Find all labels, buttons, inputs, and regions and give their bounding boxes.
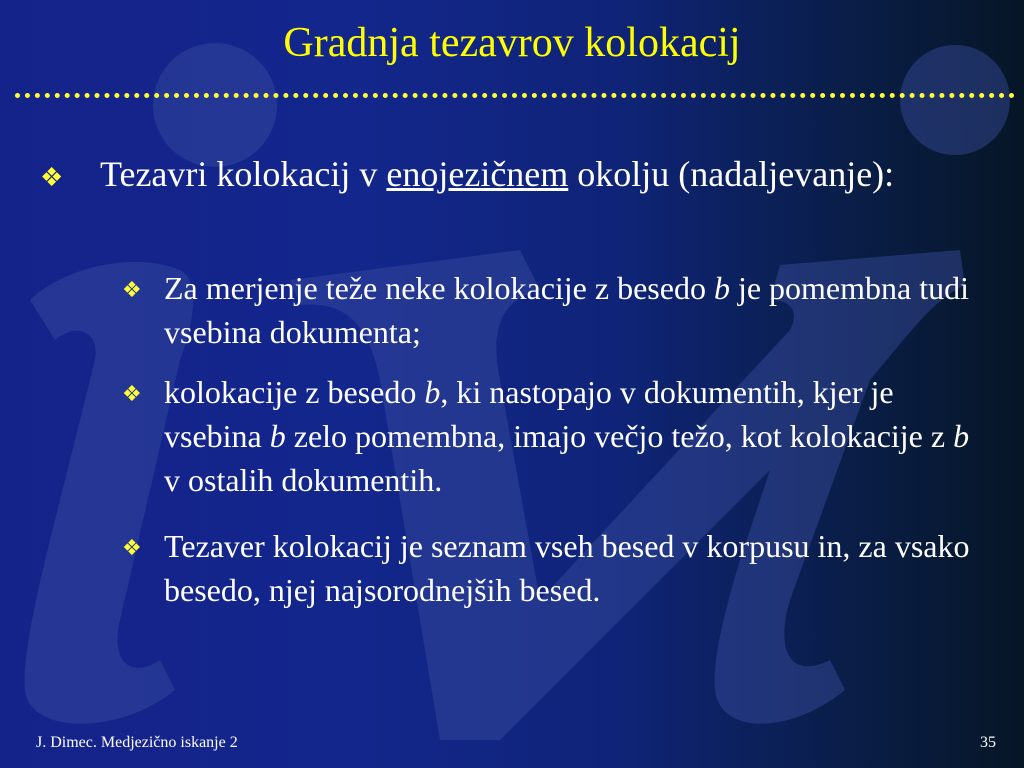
diamond-bullet-icon: ❖ xyxy=(122,277,142,302)
sub-bullet-text: kolokacije z besedo b, ki nastopajo v dokumentih, kjer je vsebina b zelo pomembna, imajo večjo težo, kot kolokacije z b v ostalih dokumentih. xyxy=(164,374,970,498)
sub-bullet-2 xyxy=(122,370,992,502)
diamond-bullet-icon: ❖ xyxy=(122,381,142,406)
underlined-term: enojezičnem xyxy=(386,154,569,194)
footer-author: J. Dimec. Medjezično iskanje 2 xyxy=(36,734,238,751)
main-bullet xyxy=(40,150,980,198)
diamond-bullet-icon: ❖ xyxy=(122,535,142,560)
page-number: 35 xyxy=(980,734,996,751)
sub-bullet-text: Za merjenje teže neke kolokacije z besedo b je pomembna tudi vsebina dokumenta; xyxy=(164,270,969,350)
main-bullet-text: Tezavri kolokacij v enojezičnem okolju (nadaljevanje): xyxy=(100,154,895,194)
title-divider xyxy=(15,93,1015,98)
sub-bullet-text: Tezaver kolokacij je seznam vseh besed v korpusu in, za vsako besedo, njej najsorodnejših besed. xyxy=(164,528,970,608)
slide-title: Gradnja tezavrov kolokacij xyxy=(283,20,741,66)
sub-bullet-3 xyxy=(122,524,992,612)
diamond-bullet-icon: ❖ xyxy=(40,163,64,192)
sub-bullet-1 xyxy=(122,266,992,354)
